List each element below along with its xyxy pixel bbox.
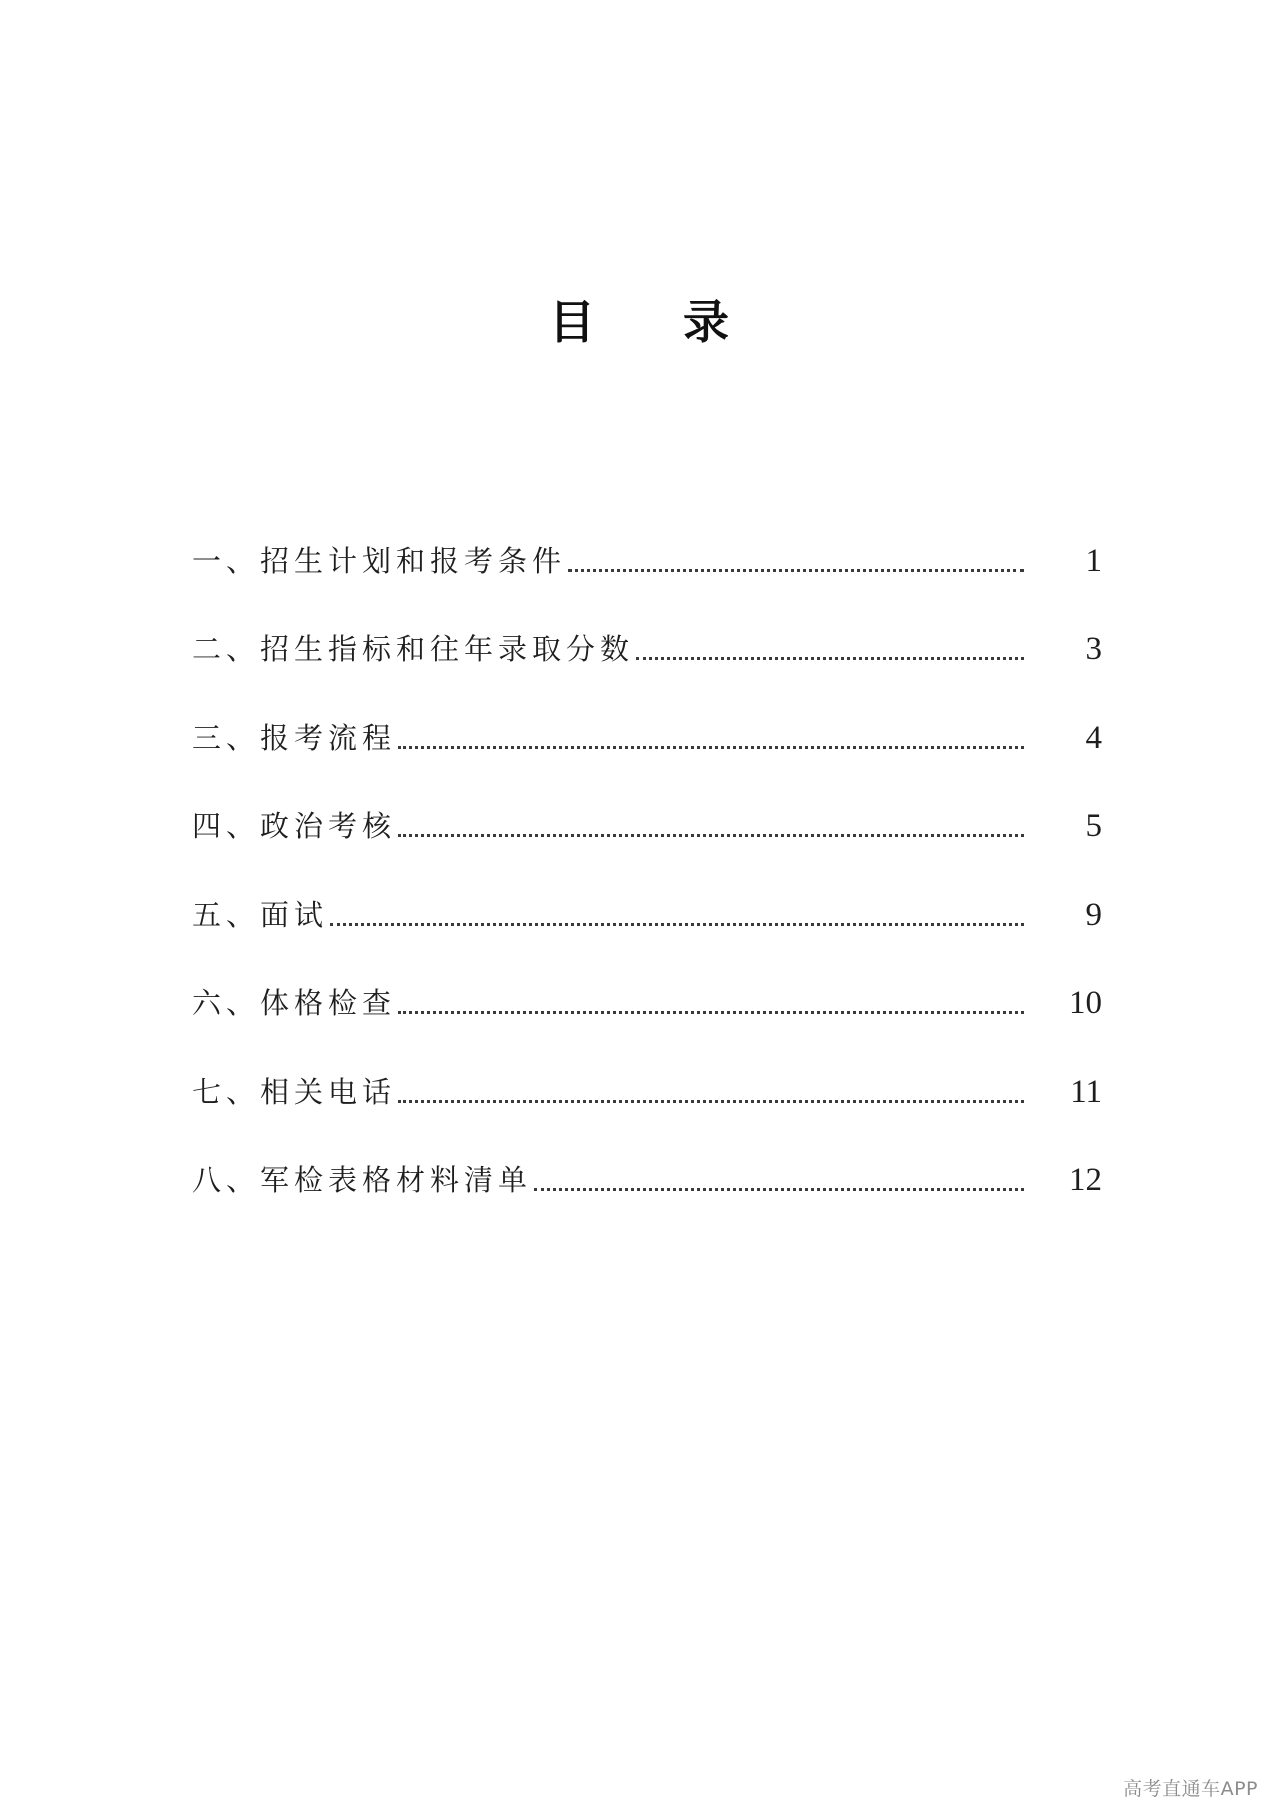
toc-entry[interactable] [192,758,1112,847]
toc-page-number: 1 [1085,542,1102,579]
title-char-2: 录 [683,295,731,349]
toc-entry-label: 二、招生指标和往年录取分数 [192,629,636,669]
toc-entry[interactable] [192,669,1112,758]
toc-entry-label: 四、政治考核 [192,806,398,846]
toc-page-number: 10 [1069,985,1102,1021]
toc-entry[interactable] [192,1112,1112,1201]
watermark: 高考直通车APP [1123,1778,1258,1800]
toc-dot-leader [568,541,1024,581]
page-title [0,292,1280,352]
toc-page-number: 4 [1085,719,1102,756]
toc-entry[interactable] [192,581,1112,670]
toc-dot-leader [398,1072,1024,1112]
toc-page-number: 3 [1085,631,1102,667]
toc-dot-leader [398,983,1024,1023]
toc-entry[interactable] [192,935,1112,1024]
toc-page-number: 11 [1070,1073,1102,1110]
toc-entry[interactable] [192,846,1112,935]
toc-page-number: 9 [1085,896,1102,933]
toc-entry-label: 八、军检表格材料清单 [192,1160,534,1200]
title-char-1: 目 [549,295,597,349]
toc-entry-label: 七、相关电话 [192,1072,398,1112]
toc-entry[interactable] [192,1023,1112,1112]
toc-page-number: 5 [1085,808,1102,844]
toc-entry[interactable] [192,492,1112,581]
toc-page-number: 12 [1069,1162,1102,1198]
toc-dot-leader [398,806,1024,846]
table-of-contents [192,492,1112,1200]
toc-dot-leader [330,895,1024,935]
toc-dot-leader [398,718,1024,758]
toc-entry-label: 一、招生计划和报考条件 [192,541,568,581]
toc-dot-leader [636,629,1024,669]
toc-entry-label: 六、体格检查 [192,983,398,1023]
toc-dot-leader [534,1160,1024,1200]
toc-entry-label: 三、报考流程 [192,718,398,758]
toc-entry-label: 五、面试 [192,895,330,935]
